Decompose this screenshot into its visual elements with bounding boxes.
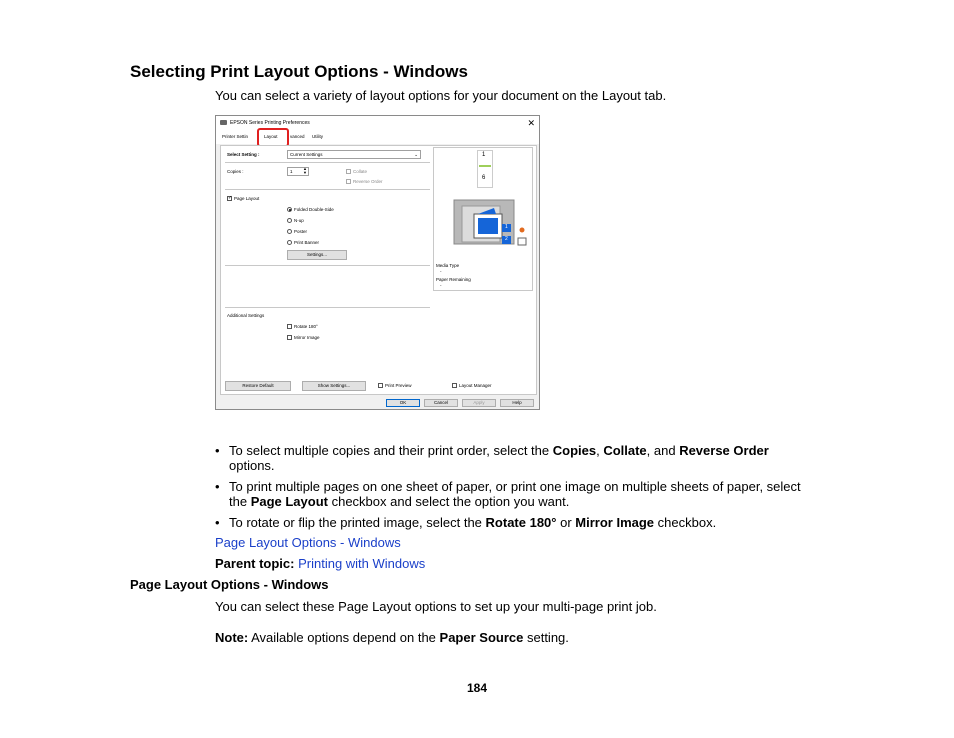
rotate-label: Rotate 180° [294, 324, 318, 329]
list-item: • To print multiple pages on one sheet of paper, or print one image on multiple sheets of paper, select the Page Layout checkbox and select the option you want. [215, 479, 815, 509]
radio-n-up[interactable] [287, 218, 292, 223]
section-heading: Page Layout Options - Windows [130, 577, 329, 592]
paper-remaining-value: - [440, 283, 442, 288]
layout-manager-label: Layout Manager [459, 383, 492, 388]
stack-bottom-number: 6 [482, 175, 486, 181]
printer-icon [220, 120, 227, 125]
tab-utility[interactable]: Utility [312, 134, 323, 139]
tab-advanced[interactable]: vanced [290, 134, 305, 139]
layout-manager-checkbox[interactable] [452, 383, 457, 388]
help-button[interactable]: Help [500, 399, 534, 407]
page-title: Selecting Print Layout Options - Windows [130, 62, 468, 81]
mirror-checkbox[interactable] [287, 335, 292, 340]
page-layout-label: Page Layout [234, 196, 260, 201]
restore-default-button[interactable]: Restore Default [225, 381, 291, 391]
radio-poster[interactable] [287, 229, 292, 234]
dialog-title: EPSON Series Printing Preferences [230, 120, 310, 126]
select-setting-dropdown[interactable] [287, 150, 421, 159]
media-type-value: - [440, 269, 442, 274]
preview-page-2: 2 [505, 236, 508, 242]
option-n-up: N-up [294, 218, 304, 223]
printing-preferences-dialog [215, 115, 540, 410]
radio-folded-double-side[interactable] [287, 207, 292, 212]
list-item: • To select multiple copies and their print order, select the Copies, Collate, and Reverse Order options. [215, 443, 815, 473]
rotate-checkbox[interactable] [287, 324, 292, 329]
stepper-arrows-icon[interactable]: ▲ ▼ [303, 166, 307, 175]
apply-button[interactable]: Apply [462, 399, 496, 407]
layout-preview-panel [433, 147, 533, 291]
cancel-button[interactable]: Cancel [424, 399, 458, 407]
select-setting-value: Current Settings [290, 152, 323, 157]
reverse-order-checkbox[interactable] [346, 179, 351, 184]
chevron-down-icon: ⌄ [414, 152, 418, 157]
stack-top-number: 1 [482, 152, 486, 158]
print-preview-checkbox[interactable] [378, 383, 383, 388]
page-layout-options-link[interactable]: Page Layout Options - Windows [215, 535, 401, 550]
collate-label: Collate [353, 169, 368, 174]
ok-button[interactable]: OK [386, 399, 420, 407]
reverse-order-label: Reverse Order [353, 179, 383, 184]
list-item: • To rotate or flip the printed image, select the Rotate 180° or Mirror Image checkbox. [215, 515, 815, 530]
collate-checkbox[interactable] [346, 169, 351, 174]
option-folded-double-side: Folded Double-Side [294, 207, 334, 212]
option-print-banner: Print Banner [294, 240, 320, 245]
note: Note: Available options depend on the Paper Source setting. [215, 630, 569, 645]
additional-settings-label: Additional Settings [227, 313, 265, 318]
page-number: 184 [466, 681, 488, 695]
radio-print-banner[interactable] [287, 240, 292, 245]
tab-layout-label: Layout [264, 134, 278, 139]
copies-value: 1 [290, 169, 293, 174]
print-preview-label: Print Preview [385, 383, 412, 388]
layout-pane [220, 145, 537, 395]
parent-topic [215, 556, 425, 572]
paper-remaining-label: Paper Remaining [436, 277, 471, 282]
tab-printer-settings[interactable]: Printer Settin [222, 134, 249, 139]
media-type-label: Media Type [436, 263, 460, 268]
show-settings-button[interactable]: Show Settings... [302, 381, 366, 391]
page-layout-checkbox[interactable]: ✓ [228, 195, 233, 201]
select-setting-label: Select Setting : [227, 152, 260, 157]
intro-text: You can select a variety of layout options for your document on the Layout tab. [215, 88, 667, 103]
page-stack-preview [477, 150, 493, 188]
options-bullet-list [215, 443, 815, 536]
close-icon[interactable]: ✕ [527, 118, 535, 128]
option-poster: Poster [294, 229, 308, 234]
preview-page-1: 1 [505, 224, 508, 230]
settings-button[interactable]: Settings... [287, 250, 347, 260]
section-text: You can select these Page Layout options to set up your multi-page print job. [215, 599, 657, 614]
copies-label: Copies : [227, 169, 244, 174]
copies-stepper[interactable] [287, 167, 309, 176]
parent-topic-link[interactable]: Printing with Windows [298, 556, 426, 571]
parent-topic-label: Parent topic: [215, 556, 295, 571]
mirror-label: Mirror Image [294, 335, 320, 340]
